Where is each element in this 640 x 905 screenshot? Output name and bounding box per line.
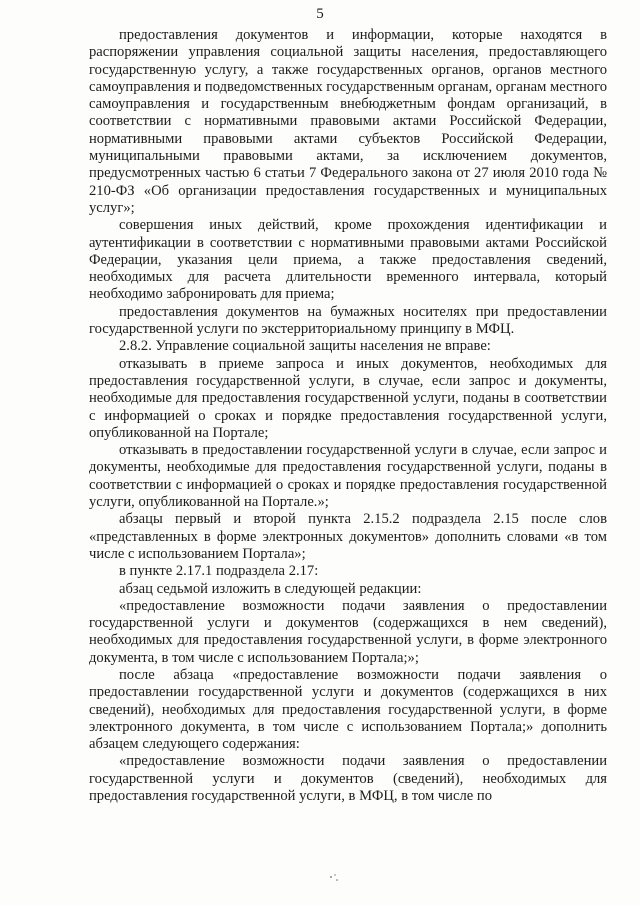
document-body bbox=[89, 27, 607, 805]
paragraph-identification: совершения иных действий, кроме прохождения идентификации и аутентификации в соответствии с нормативными правовыми актами Российской Федерации, указания цели приема, а также предоставления сведений, необходимых для расчета длительности временного интервала, который необходимо забронировать для приема; bbox=[89, 217, 607, 303]
paragraph-2-15-2-amendment: абзацы первый и второй пункта 2.15.2 подраздела 2.15 после слов «представленных в форме электронных документов» дополнить словами «в том числе с использованием Портала»; bbox=[89, 511, 607, 562]
paragraph-paper-documents: предоставления документов на бумажных носителях при предоставлении государственной услуги по экстерриториальному принципу в МФЦ. bbox=[89, 303, 607, 338]
paragraph-after-abzats: после абзаца «предоставление возможности подачи заявления о предоставлении государственной услуги и документов (содержащихся в них сведений), необходимых для предоставления государственной услуги, в форме электронного документа, в том числе с использованием Портала;» дополнить абзацем следующего содержания: bbox=[89, 666, 607, 753]
paragraph-documents-in-possession: предоставления документов и информации, которые находятся в распоряжении управления социальной защиты населения, предоставляющего государственную услугу, а также государственных органов, органов местного самоуправления и подведомственных государственным органам, органам местного самоуправления и государственным внебюджетным фондам организаций, в соответствии с нормативными правовыми актами Российской Федерации, нормативными правовыми актами субъектов Российской Федерации, муниципальными правовыми актами, за исключением документов, предусмотренных частью 6 статьи 7 Федерального закона от 27 июля 2010 года № 210-ФЗ «Об организации предоставления государственных и муниципальных услуг»; bbox=[89, 27, 607, 216]
paragraph-2-17-1-reference: в пункте 2.17.1 подраздела 2.17: bbox=[119, 563, 319, 580]
paragraph-refuse-acceptance: отказывать в приеме запроса и иных документов, необходимых для предоставления государственной услуги, в случае, если запрос и документы, необходимые для предоставления государственной услуги, поданы в соответствии с информацией о сроках и порядке предоставления государственной услуги, опубликованной на Портале; bbox=[89, 355, 607, 441]
scan-speck-mark bbox=[327, 872, 341, 884]
paragraph-refuse-service: отказывать в предоставлении государственной услуги в случае, если запрос и документы, необходимые для предоставления государственной услуги, поданы в соответствии с информацией о сроках и порядке предоставления государственной услуги, опубликованной на Портале.»; bbox=[89, 442, 607, 511]
paragraph-seventh-abzats: абзац седьмой изложить в следующей редакции: bbox=[119, 580, 422, 597]
paragraph-electronic-submission: «предоставление возможности подачи заявления о предоставлении государственной услуги и документов (содержащихся в нем сведений), необходимых для предоставления государственной услуги, в форме электронного документа, в том числе с использованием Портала;»; bbox=[89, 597, 607, 666]
page-number: 5 bbox=[316, 6, 324, 22]
paragraph-mfc-submission: «предоставление возможности подачи заявления о предоставлении государственной услуги и документов (сведений), необходимых для предоставления государственной услуги, в МФЦ, в том числе по bbox=[89, 753, 607, 805]
paragraph-2-8-2-heading: 2.8.2. Управление социальной защиты населения не вправе: bbox=[119, 338, 491, 355]
